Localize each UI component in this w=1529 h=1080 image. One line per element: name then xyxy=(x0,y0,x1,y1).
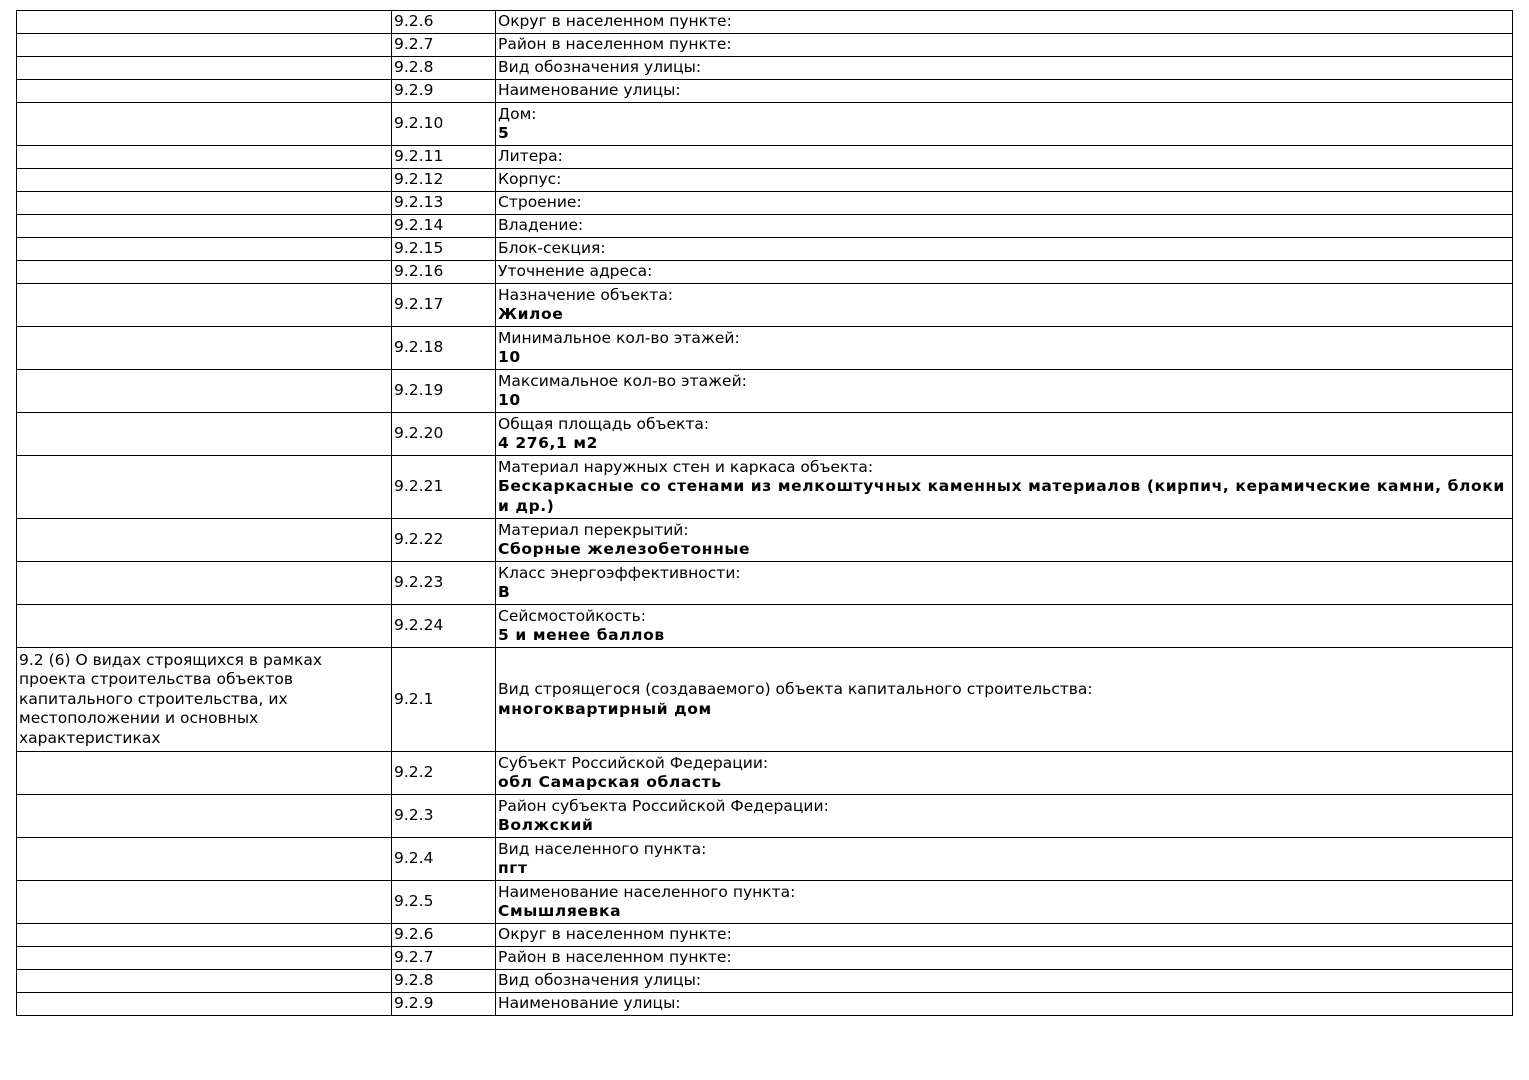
field-value: В xyxy=(498,583,511,601)
field-label: Максимальное кол-во этажей: xyxy=(498,371,747,390)
item-number: 9.2.9 xyxy=(392,80,496,103)
table-row xyxy=(17,456,1513,519)
field-cell xyxy=(496,169,1513,192)
field-value: 5 и менее баллов xyxy=(498,626,665,644)
field-label: Субъект Российской Федерации: xyxy=(498,753,769,772)
field-cell xyxy=(496,648,1513,752)
item-number: 9.2.7 xyxy=(392,947,496,970)
field-cell xyxy=(496,192,1513,215)
table-row xyxy=(17,795,1513,838)
item-number: 9.2.6 xyxy=(392,11,496,34)
field-cell xyxy=(496,215,1513,238)
section-cell xyxy=(17,238,392,261)
field-label: Назначение объекта: xyxy=(498,285,674,304)
field-label: Литера: xyxy=(498,147,563,166)
section-cell xyxy=(17,605,392,648)
table-row xyxy=(17,413,1513,456)
item-number: 9.2.10 xyxy=(392,103,496,146)
field-value: Смышляевка xyxy=(498,902,622,920)
field-label: Дом: xyxy=(498,104,537,123)
item-number: 9.2.16 xyxy=(392,261,496,284)
field-cell xyxy=(496,924,1513,947)
field-value: 4 276,1 м2 xyxy=(498,434,599,452)
table-row xyxy=(17,370,1513,413)
field-label: Район субъекта Российской Федерации: xyxy=(498,796,829,815)
section-cell xyxy=(17,284,392,327)
table-row xyxy=(17,752,1513,795)
section-cell xyxy=(17,881,392,924)
table-row xyxy=(17,838,1513,881)
field-cell xyxy=(496,370,1513,413)
section-cell xyxy=(17,648,392,752)
field-cell xyxy=(496,238,1513,261)
field-cell xyxy=(496,34,1513,57)
section-cell xyxy=(17,327,392,370)
table-row xyxy=(17,605,1513,648)
item-number: 9.2.22 xyxy=(392,519,496,562)
table-row xyxy=(17,327,1513,370)
item-number: 9.2.15 xyxy=(392,238,496,261)
field-label: Минимальное кол-во этажей: xyxy=(498,328,740,347)
item-number: 9.2.8 xyxy=(392,970,496,993)
field-cell xyxy=(496,57,1513,80)
table-row xyxy=(17,169,1513,192)
section-cell xyxy=(17,752,392,795)
field-label: Район в населенном пункте: xyxy=(498,35,732,54)
section-cell xyxy=(17,103,392,146)
section-cell xyxy=(17,519,392,562)
section-cell xyxy=(17,838,392,881)
table-row xyxy=(17,57,1513,80)
item-number: 9.2.12 xyxy=(392,169,496,192)
table-row xyxy=(17,261,1513,284)
item-number: 9.2.7 xyxy=(392,34,496,57)
table-row xyxy=(17,80,1513,103)
field-cell xyxy=(496,881,1513,924)
item-number: 9.2.19 xyxy=(392,370,496,413)
field-cell xyxy=(496,795,1513,838)
section-cell xyxy=(17,993,392,1016)
section-cell xyxy=(17,456,392,519)
section-cell xyxy=(17,970,392,993)
field-cell xyxy=(496,752,1513,795)
item-number: 9.2.18 xyxy=(392,327,496,370)
field-cell xyxy=(496,11,1513,34)
item-number: 9.2.8 xyxy=(392,57,496,80)
field-cell xyxy=(496,605,1513,648)
table-row xyxy=(17,562,1513,605)
table-row xyxy=(17,881,1513,924)
field-value: 10 xyxy=(498,391,521,409)
field-cell xyxy=(496,947,1513,970)
item-number: 9.2.14 xyxy=(392,215,496,238)
field-label: Вид населенного пункта: xyxy=(498,839,707,858)
item-number: 9.2.21 xyxy=(392,456,496,519)
section-cell xyxy=(17,169,392,192)
item-number: 9.2.20 xyxy=(392,413,496,456)
field-label: Материал перекрытий: xyxy=(498,520,689,539)
section-cell xyxy=(17,562,392,605)
section-title: 9.2 (6) О видах строящихся в рамках проекта строительства объектов капитального строительства, их местоположении и основных характеристиках xyxy=(19,650,323,747)
item-number: 9.2.17 xyxy=(392,284,496,327)
field-cell xyxy=(496,970,1513,993)
section-cell xyxy=(17,215,392,238)
item-number: 9.2.13 xyxy=(392,192,496,215)
section-cell xyxy=(17,947,392,970)
field-value: 10 xyxy=(498,348,521,366)
field-cell xyxy=(496,993,1513,1016)
field-cell xyxy=(496,261,1513,284)
field-label: Вид строящегося (создаваемого) объекта капитального строительства: xyxy=(498,680,1093,698)
field-label: Вид обозначения улицы: xyxy=(498,971,702,990)
item-number: 9.2.6 xyxy=(392,924,496,947)
field-label: Округ в населенном пункте: xyxy=(498,925,732,944)
table-row xyxy=(17,103,1513,146)
table-row xyxy=(17,947,1513,970)
table-row xyxy=(17,215,1513,238)
table-row xyxy=(17,924,1513,947)
field-cell xyxy=(496,838,1513,881)
field-cell xyxy=(496,519,1513,562)
table-row xyxy=(17,284,1513,327)
item-number: 9.2.1 xyxy=(392,648,496,752)
property-details-table xyxy=(16,10,1513,1016)
item-number: 9.2.11 xyxy=(392,146,496,169)
field-cell xyxy=(496,80,1513,103)
table-row xyxy=(17,11,1513,34)
section-cell xyxy=(17,146,392,169)
field-cell xyxy=(496,146,1513,169)
field-value: обл Самарская область xyxy=(498,773,722,791)
field-label: Корпус: xyxy=(498,170,562,189)
field-cell xyxy=(496,562,1513,605)
field-value: пгт xyxy=(498,859,528,877)
section-cell xyxy=(17,57,392,80)
field-value: 5 xyxy=(498,124,510,142)
field-label: Наименование улицы: xyxy=(498,81,681,100)
field-cell xyxy=(496,327,1513,370)
field-value: Сборные железобетонные xyxy=(498,540,751,558)
item-number: 9.2.9 xyxy=(392,993,496,1016)
item-number: 9.2.3 xyxy=(392,795,496,838)
section-cell xyxy=(17,192,392,215)
field-label: Вид обозначения улицы: xyxy=(498,58,702,77)
section-cell xyxy=(17,80,392,103)
field-cell xyxy=(496,284,1513,327)
field-label: Блок-секция: xyxy=(498,239,606,258)
field-value: многоквартирный дом xyxy=(498,699,712,718)
table-row xyxy=(17,648,1513,752)
field-label: Округ в населенном пункте: xyxy=(498,12,732,31)
table-row xyxy=(17,970,1513,993)
section-cell xyxy=(17,11,392,34)
table-row xyxy=(17,238,1513,261)
field-label: Наименование населенного пункта: xyxy=(498,882,796,901)
item-number: 9.2.5 xyxy=(392,881,496,924)
table-row xyxy=(17,146,1513,169)
field-value: Волжский xyxy=(498,816,594,834)
item-number: 9.2.4 xyxy=(392,838,496,881)
section-cell xyxy=(17,924,392,947)
section-cell xyxy=(17,34,392,57)
field-label: Наименование улицы: xyxy=(498,994,681,1013)
table-row xyxy=(17,993,1513,1016)
field-cell xyxy=(496,413,1513,456)
field-label: Класс энергоэффективности: xyxy=(498,563,741,582)
table-row xyxy=(17,192,1513,215)
field-cell xyxy=(496,456,1513,519)
field-label: Сейсмостойкость: xyxy=(498,606,646,625)
field-label: Строение: xyxy=(498,193,582,212)
table-row xyxy=(17,519,1513,562)
field-label: Район в населенном пункте: xyxy=(498,948,732,967)
field-value: Жилое xyxy=(498,305,564,323)
item-number: 9.2.2 xyxy=(392,752,496,795)
field-label: Уточнение адреса: xyxy=(498,262,653,281)
field-label: Владение: xyxy=(498,216,584,235)
field-label: Общая площадь объекта: xyxy=(498,414,710,433)
field-label: Материал наружных стен и каркаса объекта: xyxy=(498,457,874,476)
section-cell xyxy=(17,370,392,413)
field-value: Бескаркасные со стенами из мелкоштучных каменных материалов (кирпич, керамические камни, блоки и др.) xyxy=(498,477,1505,515)
item-number: 9.2.24 xyxy=(392,605,496,648)
item-number: 9.2.23 xyxy=(392,562,496,605)
table-row xyxy=(17,34,1513,57)
field-cell xyxy=(496,103,1513,146)
section-cell xyxy=(17,413,392,456)
section-cell xyxy=(17,261,392,284)
section-cell xyxy=(17,795,392,838)
